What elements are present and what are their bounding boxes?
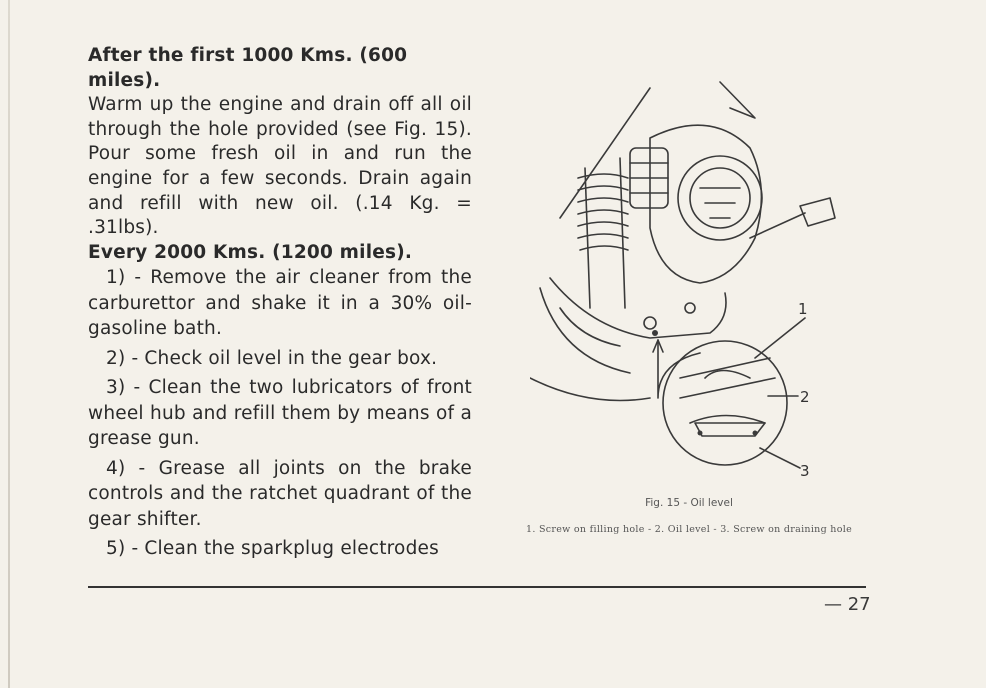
footer-rule (88, 586, 866, 588)
callout-1: 1 (798, 300, 808, 318)
section2-heading: Every 2000 Kms. (1200 miles). (88, 241, 413, 263)
figure-subcaption: 1. Screw on filling hole - 2. Oil level - 3. Screw on draining hole (525, 524, 852, 535)
text-column (88, 44, 472, 562)
section1-heading: After the first 1000 Kms. (600 miles). (88, 45, 408, 91)
maintenance-item-2: 2) - Check oil level in the gear box. (106, 347, 438, 369)
callout-3: 3 (800, 462, 810, 480)
maintenance-item-1: 1) - Remove the air cleaner from the carburettor and shake it in a 30% oil-gasoline bath. (88, 267, 472, 340)
figure-caption: Fig. 15 - Oil level (645, 497, 733, 509)
page-edge (8, 0, 10, 688)
page-number: — 27 (824, 594, 871, 615)
maintenance-item-4: 4) - Grease all joints on the brake controls and the ratchet quadrant of the gear shifter. (88, 457, 472, 530)
maintenance-item-5: 5) - Clean the sparkplug electrodes (106, 538, 439, 560)
callout-2: 2 (800, 388, 810, 406)
engine-illustration (530, 78, 850, 498)
maintenance-item-3: 3) - Clean the two lubricators of front wheel hub and refill them by means of a grease gun. (88, 377, 472, 450)
section1-body: Warm up the engine and drain off all oil through the hole provided (see Fig. 15). Pour some fresh oil in and run the engine for a few seconds. Drain again and refill with new oil. (.14 Kg. = .31lbs). (88, 94, 472, 239)
